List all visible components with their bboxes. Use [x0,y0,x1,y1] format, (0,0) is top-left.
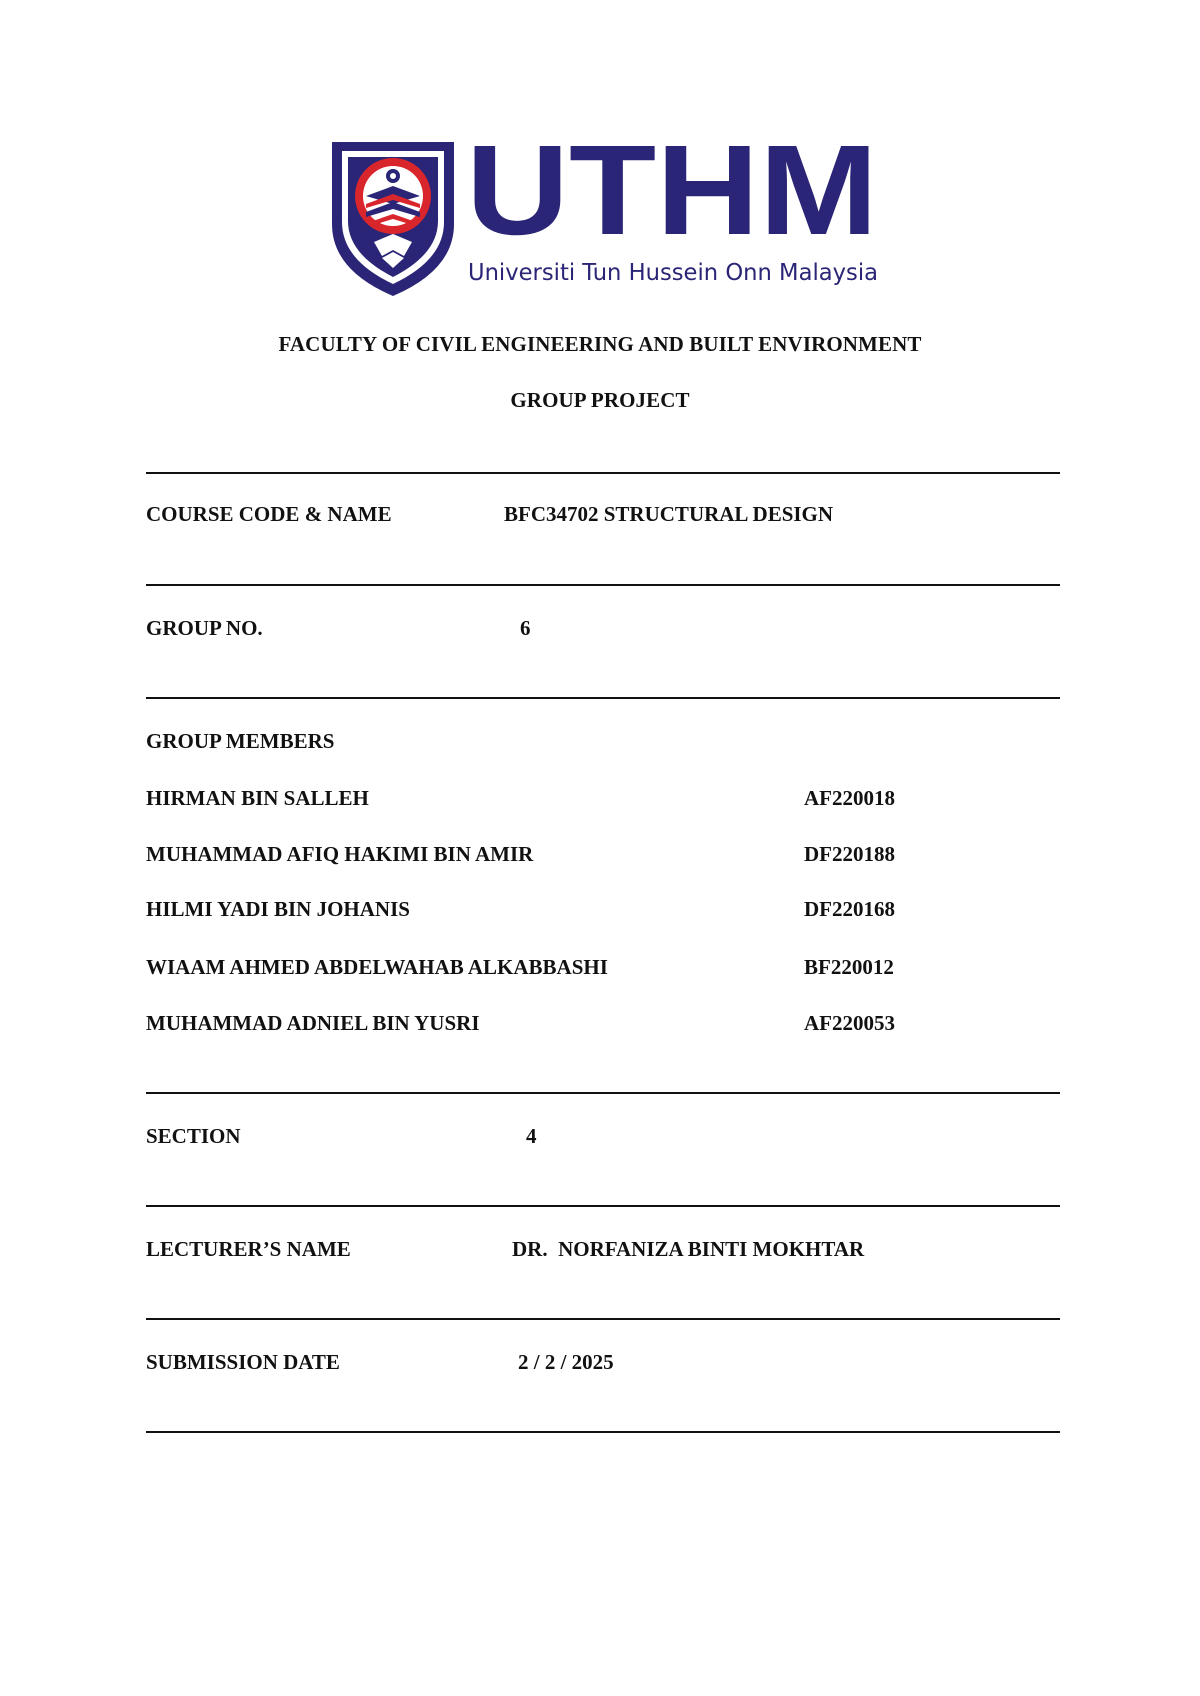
member-name: HIRMAN BIN SALLEH [146,786,369,810]
divider [146,1318,1060,1320]
member-id: DF220188 [804,842,895,866]
divider [146,1205,1060,1207]
member-name: WIAAM AHMED ABDELWAHAB ALKABBASHI [146,955,608,979]
uthm-crest-icon [330,138,880,298]
group-members-label: GROUP MEMBERS [146,729,335,753]
member-name: MUHAMMAD ADNIEL BIN YUSRI [146,1011,480,1035]
member-id: AF220053 [804,1011,895,1035]
lecturer-value: DR. NORFANIZA BINTI MOKHTAR [512,1237,865,1261]
group-no-value: 6 [520,616,531,640]
divider [146,1092,1060,1094]
member-id: DF220168 [804,897,895,921]
member-name: HILMI YADI BIN JOHANIS [146,897,410,921]
submission-date-value: 2 / 2 / 2025 [518,1350,614,1374]
section-value: 4 [526,1124,537,1148]
divider [146,584,1060,586]
uthm-logo [330,138,880,298]
lecturer-label: LECTURER’S NAME [146,1237,351,1261]
member-id: AF220018 [804,786,895,810]
divider [146,1431,1060,1433]
divider [146,697,1060,699]
submission-date-label: SUBMISSION DATE [146,1350,340,1374]
course-label: COURSE CODE & NAME [146,502,392,526]
divider [146,472,1060,474]
course-value: BFC34702 STRUCTURAL DESIGN [504,502,834,526]
logo-wordmark: UTHM [466,138,878,262]
document-type-heading: GROUP PROJECT [510,388,690,412]
group-no-label: GROUP NO. [146,616,263,640]
logo-university-name: Universiti Tun Hussein Onn Malaysia [468,260,878,286]
section-label: SECTION [146,1124,241,1148]
faculty-heading: FACULTY OF CIVIL ENGINEERING AND BUILT ENVIRONMENT [278,332,922,356]
member-id: BF220012 [804,955,894,979]
member-name: MUHAMMAD AFIQ HAKIMI BIN AMIR [146,842,534,866]
